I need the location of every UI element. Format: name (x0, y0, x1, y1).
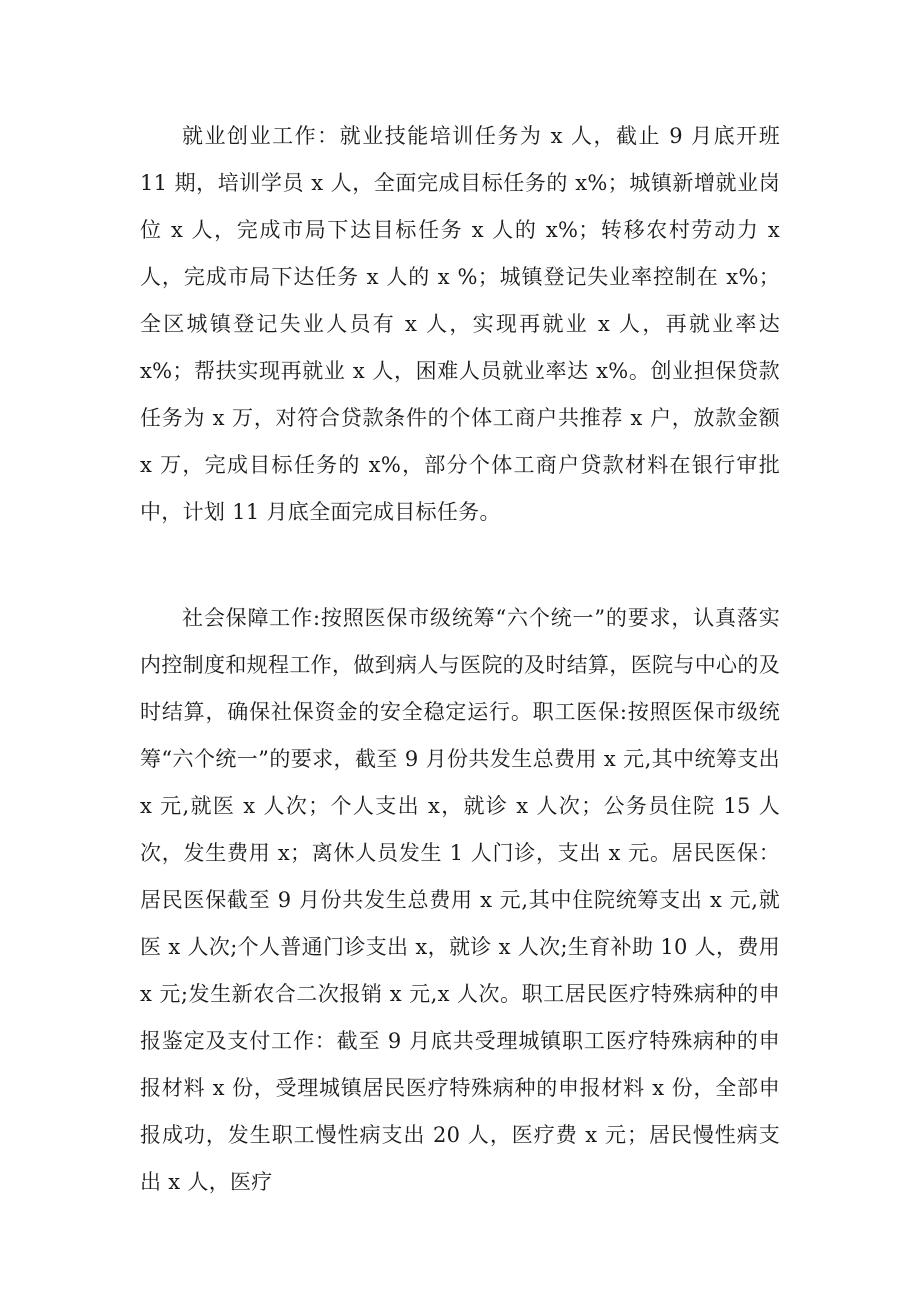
paragraph-social-security: 社会保障工作:按照医保市级统筹“六个统一”的要求，认真落实内控制度和规程工作，做到病人与医院的及时结算，医院与中心的及时结算，确保社保资金的安全稳定运行。职工医保:按照医保市级统筹“六个统一”的要求，截至 9 月份共发生总费用 x 元,其中统筹支出 x 元,就医 x 人次；个人支出 x，就诊 x 人次；公务员住院 15 人次，发生费用 x；离休人员发生 1 人门诊，支出 x 元。居民医保：居民医保截至 9 月份共发生总费用 x 元,其中住院统筹支出 x 元,就医 x 人次;个人普通门诊支出 x，就诊 x 人次;生育补助 10 人，费用 x 元;发生新农合二次报销 x 元,x 人次。职工居民医疗特殊病种的申报鉴定及支付工作：截至 9 月底共受理城镇职工医疗特殊病种的申报材料 x 份，受理城镇居民医疗特殊病种的申报材料 x 份，全部申报成功，发生职工慢性病支出 20 人，医疗费 x 元；居民慢性病支出 x 人，医疗 (140, 606, 780, 1194)
paragraph-employment: 就业创业工作：就业技能培训任务为 x 人，截止 9 月底开班 11 期，培训学员 x 人，全面完成目标任务的 x%；城镇新增就业岗位 x 人，完成市局下达目标任务 x 人的 x%；转移农村劳动力 x 人，完成市局下达任务 x 人的 x %；城镇登记失业率控制在 x%；全区城镇登记失业人员有 x 人，实现再就业 x 人，再就业率达 x%；帮扶实现再就业 x 人，困难人员就业率达 x%。创业担保贷款任务为 x 万，对符合贷款条件的个体工商户共推荐 x 户，放款金额 x 万，完成目标任务的 x%，部分个体工商户贷款材料在银行审批中，计划 11 月底全面完成目标任务。 (140, 124, 780, 524)
